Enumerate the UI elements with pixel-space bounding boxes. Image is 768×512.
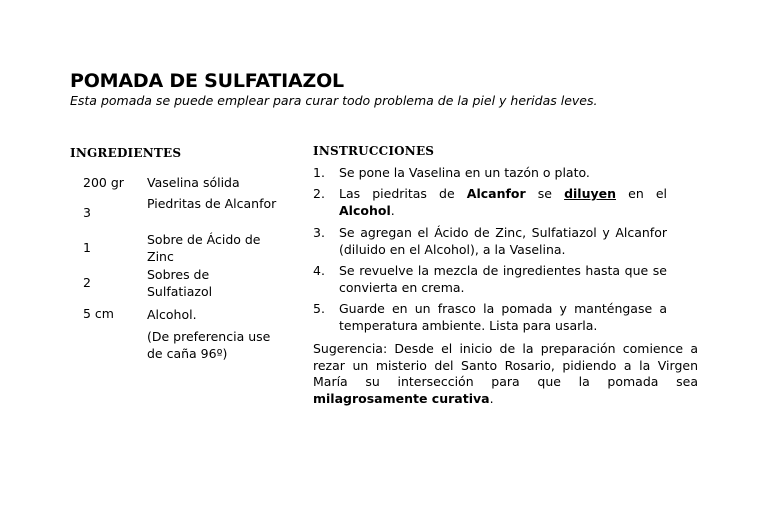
ingredient-qty: 2 [83,275,91,290]
instruction-item [313,262,667,296]
instruction-item [313,224,667,258]
suggestion-emphasis: milagrosamente curativa [313,390,490,406]
instruction-number: 4. [313,263,325,278]
page-title: POMADA DE SULFATIAZOL [70,70,344,92]
instructions-list [313,164,667,338]
instruction-number: 3. [313,225,325,240]
instruction-text: Se agregan el Ácido de Zinc, Sulfatiazol y Alcanfor (diluido en el Alcohol), a la Vaselina. [339,225,667,257]
ingredient-qty: 200 gr [83,175,124,190]
ingredient-name: Sobres de Sulfatiazol [147,267,213,299]
ingredient-highlight: Alcanfor [466,186,526,201]
ingredient-highlight: Alcohol [339,203,391,218]
ingredients-heading: INGREDIENTES [70,146,182,160]
instruction-item [313,185,667,219]
instruction-item [313,300,667,334]
instruction-text: Se pone la Vaselina en un tazón o plato. [339,165,590,180]
ingredient-qty: 5 cm [83,306,114,321]
instruction-number: 5. [313,301,325,316]
ingredient-qty: 1 [83,240,91,255]
instruction-number: 2. [313,186,325,201]
instruction-number: 1. [313,165,325,180]
key-verb: diluyen [564,186,617,201]
page-subtitle: Esta pomada se puede emplear para curar todo problema de la piel y heridas leves. [70,93,598,108]
instruction-text: Guarde en un frasco la pomada y manténgase a temperatura ambiente. Lista para usarla. [339,301,667,333]
instructions-heading: INSTRUCCIONES [313,144,435,158]
instruction-item [313,164,667,181]
ingredient-name: Alcohol. [147,307,197,322]
suggestion-paragraph: Sugerencia: Desde el inicio de la preparación comience a rezar un misterio del Santo Rosario, pidiendo a la Virgen María su intersección para que la pomada sea milagrosamente curativa. [313,341,698,406]
ingredient-name: Piedritas de Alcanfor [147,196,277,211]
instruction-text: Las piedritas de Alcanfor se diluyen en el Alcohol. [339,186,667,218]
ingredient-note: (De preferencia use de caña 96º) [147,329,271,361]
ingredient-name: Vaselina sólida [147,175,240,190]
ingredient-name: Sobre de Ácido de Zinc [147,232,261,264]
ingredient-qty: 3 [83,205,91,220]
instruction-text: Se revuelve la mezcla de ingredientes hasta que se convierta en crema. [339,263,667,295]
